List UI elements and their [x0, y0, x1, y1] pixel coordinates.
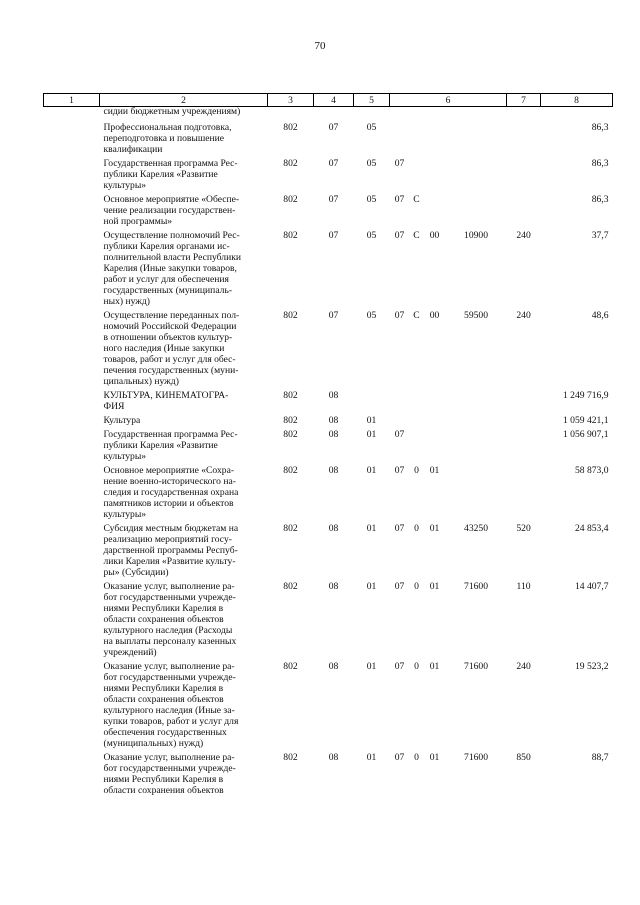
- col-7-cell: [507, 191, 541, 227]
- program-code-part-3: 01: [429, 581, 440, 592]
- col-5-cell: 01: [366, 465, 377, 476]
- table-row: [44, 227, 613, 307]
- program-code-part-4: [446, 155, 507, 191]
- program-code-part-1: [390, 117, 410, 155]
- col-3-cell: 802: [283, 310, 298, 321]
- row-name-line: нение военно-исторического на-: [103, 476, 236, 487]
- col-5-cell: 01: [366, 581, 377, 592]
- header-row: [44, 94, 613, 107]
- col-3-cell: 802: [283, 429, 298, 440]
- col-1-cell: [44, 520, 100, 578]
- row-name-line: области сохранения объектов: [103, 694, 224, 705]
- row-name: [100, 426, 268, 462]
- col-4-cell: 07: [328, 122, 339, 133]
- header-col-3: 3: [268, 94, 314, 107]
- program-code-part-3: 00: [429, 310, 440, 321]
- col-7-cell: [507, 107, 541, 118]
- program-code-part-3: [424, 191, 446, 227]
- program-code-part-4: 71600: [464, 661, 489, 672]
- row-name: [100, 307, 268, 387]
- amount-cell: 37,7: [591, 230, 609, 241]
- program-code-part-2: 0: [414, 752, 419, 763]
- program-code-part-4: [446, 426, 507, 462]
- program-code-part-2: 0: [414, 465, 419, 476]
- row-name-line: Оказание услуг, выполнение ра-: [103, 752, 235, 763]
- program-code-part-4: [446, 387, 507, 412]
- program-code-part-2: [410, 412, 424, 426]
- table-row: [44, 412, 613, 426]
- row-name: [100, 117, 268, 155]
- col-3-cell: [268, 107, 314, 118]
- col-7-cell: 240: [516, 661, 531, 672]
- col-4-cell: 08: [328, 581, 339, 592]
- row-name-line: бот государственными учрежде-: [103, 763, 236, 774]
- col-3-cell: 802: [283, 415, 298, 426]
- program-code-part-3: [424, 117, 446, 155]
- col-7-cell: [507, 117, 541, 155]
- program-code-part-1: [390, 412, 410, 426]
- amount-cell: 19 523,2: [574, 661, 609, 672]
- col-3-cell: 802: [283, 122, 298, 133]
- table-row: [44, 578, 613, 658]
- col-5-cell: 01: [366, 661, 377, 672]
- program-code-part-2: [410, 426, 424, 462]
- amount-cell: 86,3: [591, 158, 609, 169]
- header-col-5: 5: [354, 94, 390, 107]
- col-1-cell: [44, 658, 100, 749]
- amount-cell: 88,7: [591, 752, 609, 763]
- program-code-part-2: С: [413, 310, 420, 321]
- row-name-line: переподготовка и повышение: [103, 133, 225, 144]
- row-name: [100, 191, 268, 227]
- row-name-line: дарственной программы Респуб-: [103, 545, 238, 556]
- page-number: 70: [314, 40, 326, 52]
- header-col-6: 6: [390, 94, 507, 107]
- table-row: [44, 462, 613, 520]
- program-code-part-1: 07: [394, 465, 405, 476]
- col-5-cell: 01: [366, 523, 377, 534]
- row-name-line: культуры»: [103, 451, 147, 462]
- row-name-line: публики Карелия «Развитие: [103, 169, 218, 180]
- row-name-line: Культура: [103, 415, 141, 426]
- col-1-cell: [44, 107, 100, 118]
- row-name-line: ры» (Субсидии): [103, 567, 169, 578]
- row-name-line: бот государственными учрежде-: [103, 672, 236, 683]
- col-3-cell: 802: [283, 390, 298, 401]
- row-name-line: сидии бюджетным учреждениям): [103, 106, 241, 117]
- row-name-line: реализацию мероприятий госу-: [103, 534, 232, 545]
- row-name: [100, 462, 268, 520]
- row-name-line: публики Карелия органами ис-: [103, 241, 230, 252]
- col-4-cell: 07: [328, 194, 339, 205]
- row-name-line: культурного наследия (Иные за-: [103, 705, 235, 716]
- col-1-cell: [44, 117, 100, 155]
- col-3-cell: 802: [283, 661, 298, 672]
- row-name-line: купки товаров, работ и услуг для: [103, 716, 239, 727]
- row-name-line: товаров, работ и услуг для обес-: [103, 354, 236, 365]
- row-name-line: Государственная программа Рес-: [103, 429, 238, 440]
- row-name: [100, 107, 268, 118]
- col-7-cell: 240: [516, 230, 531, 241]
- amount-cell: 58 873,0: [574, 465, 609, 476]
- program-code-part-1: 07: [394, 752, 405, 763]
- row-name-line: Государственная программа Рес-: [103, 158, 238, 169]
- program-code-part-4: [446, 462, 507, 520]
- row-name-line: Основное мероприятие «Сохра-: [103, 465, 235, 476]
- row-name-line: работ и услуг для обеспечения: [103, 274, 229, 285]
- col-5-cell: 05: [366, 230, 377, 241]
- amount-cell: 86,3: [591, 194, 609, 205]
- col-1-cell: [44, 227, 100, 307]
- amount-cell: 1 249 716,9: [562, 390, 609, 401]
- program-code-part-2: [410, 117, 424, 155]
- row-name-line: памятников истории и объектов: [103, 498, 234, 509]
- table-row: [44, 191, 613, 227]
- row-name-line: области сохранения объектов: [103, 785, 224, 796]
- row-name-line: обеспечения государственных: [103, 727, 227, 738]
- row-name-line: лики Карелия «Развитие культу-: [103, 556, 236, 567]
- program-code-part-4: 59500: [464, 310, 489, 321]
- program-code-part-2: [410, 155, 424, 191]
- row-name-line: ниями Республики Карелия в: [103, 774, 224, 785]
- program-code-part-2: [410, 387, 424, 412]
- header-col-2: 2: [100, 94, 268, 107]
- program-code-part-1: 07: [394, 581, 405, 592]
- col-4-cell: 08: [328, 429, 339, 440]
- program-code-part-1: [390, 107, 410, 118]
- col-4-cell: 07: [328, 310, 339, 321]
- program-code-part-1: 07: [394, 429, 405, 440]
- col-7-cell: [507, 426, 541, 462]
- header-col-1: 1: [44, 94, 100, 107]
- row-name-line: культуры»: [103, 180, 147, 191]
- col-7-cell: 240: [516, 310, 531, 321]
- row-name: [100, 578, 268, 658]
- row-name-line: Основное мероприятие «Обеспе-: [103, 194, 240, 205]
- program-code-part-3: 01: [429, 752, 440, 763]
- row-name: [100, 412, 268, 426]
- program-code-part-2: 0: [414, 661, 419, 672]
- amount-cell: [541, 107, 613, 118]
- budget-table: [43, 93, 613, 796]
- program-code-part-1: 07: [394, 158, 405, 169]
- row-name-line: учреждений): [103, 647, 157, 658]
- col-3-cell: 802: [283, 158, 298, 169]
- program-code-part-2: 0: [414, 523, 419, 534]
- row-name-line: на выплаты персоналу казенных: [103, 636, 237, 647]
- row-name-line: номочий Российской Федерации: [103, 321, 237, 332]
- row-name-line: ципальных) нужд): [103, 376, 179, 387]
- col-1-cell: [44, 387, 100, 412]
- col-5-cell: 01: [366, 415, 377, 426]
- program-code-part-3: 01: [429, 465, 440, 476]
- row-name-line: печения государственных (муни-: [103, 365, 239, 376]
- col-4-cell: 08: [328, 390, 339, 401]
- col-4-cell: 08: [328, 465, 339, 476]
- amount-cell: 86,3: [591, 122, 609, 133]
- col-4-cell: 07: [328, 230, 339, 241]
- program-code-part-1: 07: [394, 523, 405, 534]
- program-code-part-4: 71600: [464, 581, 489, 592]
- col-5-cell: 05: [366, 122, 377, 133]
- amount-cell: 14 407,7: [574, 581, 609, 592]
- col-1-cell: [44, 749, 100, 796]
- row-name-line: ниями Республики Карелия в: [103, 603, 224, 614]
- program-code-part-2: 0: [414, 581, 419, 592]
- col-1-cell: [44, 462, 100, 520]
- col-3-cell: 802: [283, 465, 298, 476]
- col-4-cell: 07: [328, 158, 339, 169]
- table-row: [44, 387, 613, 412]
- col-1-cell: [44, 307, 100, 387]
- program-code-part-1: 07: [394, 230, 405, 241]
- col-3-cell: 802: [283, 752, 298, 763]
- col-1-cell: [44, 155, 100, 191]
- row-name-line: ных) нужд): [103, 296, 150, 307]
- program-code-part-1: 07: [394, 310, 405, 321]
- col-3-cell: 802: [283, 523, 298, 534]
- row-name: [100, 155, 268, 191]
- col-5-cell: [354, 107, 390, 118]
- row-name-line: Осуществление переданных пол-: [103, 310, 240, 321]
- program-code-part-4: [446, 107, 507, 118]
- col-5-cell: [354, 387, 390, 412]
- col-5-cell: 05: [366, 158, 377, 169]
- col-7-cell: 520: [516, 523, 531, 534]
- program-code-part-2: С: [413, 230, 420, 241]
- row-name-line: бот государственными учрежде-: [103, 592, 236, 603]
- table-row: [44, 117, 613, 155]
- col-4-cell: 08: [328, 661, 339, 672]
- program-code-part-4: [446, 117, 507, 155]
- program-code-part-3: [424, 412, 446, 426]
- col-5-cell: 01: [366, 752, 377, 763]
- program-code-part-4: [446, 191, 507, 227]
- amount-cell: 1 059 421,1: [562, 415, 609, 426]
- row-name-line: чение реализации государствен-: [103, 205, 236, 216]
- program-code-part-1: 07: [394, 194, 405, 205]
- amount-cell: 1 056 907,1: [562, 429, 609, 440]
- col-4-cell: 08: [328, 415, 339, 426]
- row-name-line: государственных (муниципаль-: [103, 285, 233, 296]
- col-3-cell: 802: [283, 581, 298, 592]
- row-name-line: Осуществление полномочий Рес-: [103, 230, 240, 241]
- col-5-cell: 05: [366, 310, 377, 321]
- col-1-cell: [44, 426, 100, 462]
- col-7-cell: [507, 412, 541, 426]
- table-row: [44, 426, 613, 462]
- col-5-cell: 01: [366, 429, 377, 440]
- col-4-cell: [314, 107, 354, 118]
- header-col-4: 4: [314, 94, 354, 107]
- row-name: [100, 227, 268, 307]
- col-7-cell: 110: [516, 581, 531, 592]
- row-name-line: Карелия (Иные закупки товаров,: [103, 263, 237, 274]
- col-3-cell: 802: [283, 230, 298, 241]
- row-name-line: квалификации: [103, 144, 163, 155]
- table-row: [44, 658, 613, 749]
- row-name-line: ной программы»: [103, 216, 173, 227]
- row-name-line: Субсидия местным бюджетам на: [103, 523, 239, 534]
- amount-cell: 24 853,4: [574, 523, 609, 534]
- program-code-part-2: С: [413, 194, 420, 205]
- program-code-part-1: 07: [394, 661, 405, 672]
- col-7-cell: 850: [516, 752, 531, 763]
- table-row: [44, 520, 613, 578]
- col-1-cell: [44, 412, 100, 426]
- row-name-line: в отношении объектов культур-: [103, 332, 233, 343]
- table-row: [44, 107, 613, 118]
- row-name-line: ниями Республики Карелия в: [103, 683, 224, 694]
- row-name: [100, 520, 268, 578]
- col-1-cell: [44, 578, 100, 658]
- row-name-line: КУЛЬТУРА, КИНЕМАТОГРА-: [103, 390, 229, 401]
- program-code-part-1: [390, 387, 410, 412]
- row-name-line: следия и государственная охрана: [103, 487, 239, 498]
- program-code-part-4: 10900: [464, 230, 489, 241]
- program-code-part-2: [410, 107, 424, 118]
- col-4-cell: 08: [328, 752, 339, 763]
- header-col-8: 8: [541, 94, 613, 107]
- row-name-line: области сохранения объектов: [103, 614, 224, 625]
- program-code-part-3: [424, 387, 446, 412]
- row-name: [100, 749, 268, 796]
- program-code-part-3: 00: [429, 230, 440, 241]
- col-7-cell: [507, 462, 541, 520]
- header-col-7: 7: [507, 94, 541, 107]
- row-name-line: Оказание услуг, выполнение ра-: [103, 581, 235, 592]
- row-name-line: культурного наследия (Расходы: [103, 625, 233, 636]
- program-code-part-3: [424, 426, 446, 462]
- col-1-cell: [44, 191, 100, 227]
- col-5-cell: 05: [366, 194, 377, 205]
- col-4-cell: 08: [328, 523, 339, 534]
- row-name: [100, 658, 268, 749]
- col-7-cell: [507, 387, 541, 412]
- table-row: [44, 307, 613, 387]
- program-code-part-3: [424, 107, 446, 118]
- row-name: [100, 387, 268, 412]
- row-name-line: ФИЯ: [103, 401, 125, 412]
- row-name-line: ного наследия (Иные закупки: [103, 343, 225, 354]
- col-3-cell: 802: [283, 194, 298, 205]
- program-code-part-3: [424, 155, 446, 191]
- program-code-part-3: 01: [429, 661, 440, 672]
- program-code-part-4: 71600: [464, 752, 489, 763]
- row-name-line: Оказание услуг, выполнение ра-: [103, 661, 235, 672]
- program-code-part-3: 01: [429, 523, 440, 534]
- program-code-part-4: 43250: [464, 523, 489, 534]
- row-name-line: культуры»: [103, 509, 147, 520]
- table-row: [44, 155, 613, 191]
- row-name-line: полнительной власти Республики: [103, 252, 241, 263]
- col-7-cell: [507, 155, 541, 191]
- program-code-part-4: [446, 412, 507, 426]
- row-name-line: публики Карелия «Развитие: [103, 440, 218, 451]
- table-row: [44, 749, 613, 796]
- row-name-line: Профессиональная подготовка,: [103, 122, 232, 133]
- table-body: [44, 107, 613, 797]
- amount-cell: 48,6: [591, 310, 609, 321]
- row-name-line: (муниципальных) нужд): [103, 738, 204, 749]
